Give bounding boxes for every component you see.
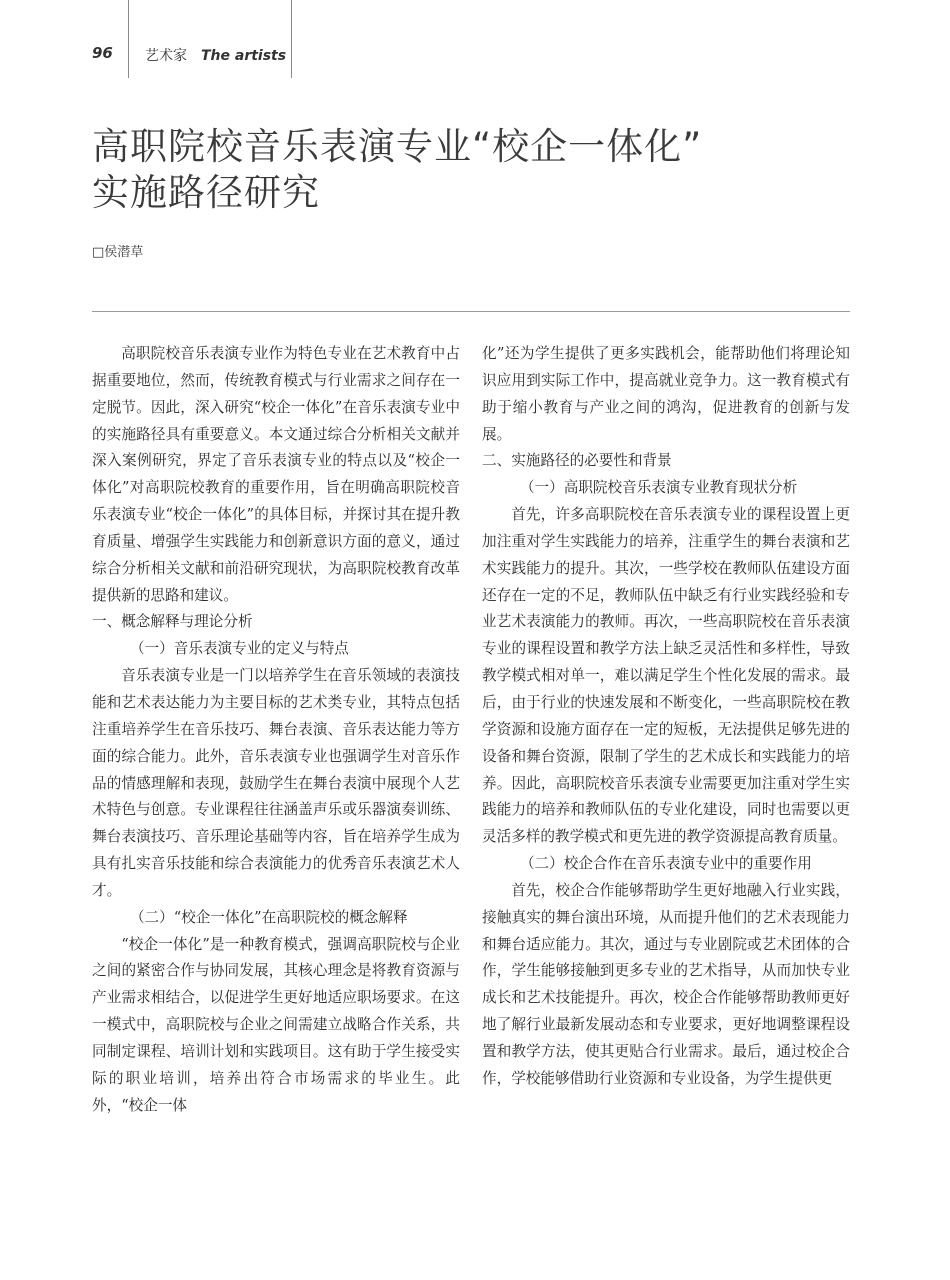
subheading-1-1: （一）音乐表演专业的定义与特点 <box>129 640 349 658</box>
body-paragraph: 首先，许多高职院校在音乐表演专业的课程设置上更加注重对学生实践能力的培养，注重学生的舞台表演和艺术实践能力的提升。其次，一些学校在教师队伍建设方面还存在一定的不足，教师队伍中缺乏有行业实践经验和专业艺术表演能力的教师。再次，一些高职院校在音乐表演专业的课程设置和教学方法上缺乏灵活性和多样性，导致教学模式相对单一，难以满足学生个性化发展的需求。最后，由于行业的快速发展和不断变化，一些高职院校在教学资源和设施方面存在一定的短板，无法提供足够先进的设备和舞台资源，限制了学生的艺术成长和实践能力的培养。因此，高职院校音乐表演专业需要更加注重对学生实践能力的培养和教师队伍的专业化建设，同时也需要以更灵活多样的教学模式和更先进的教学资源提高教育质量。 <box>482 506 850 846</box>
abstract-paragraph: 高职院校音乐表演专业作为特色专业在艺术教育中占据重要地位，然而，传统教育模式与行业需求之间存在一定脱节。因此，深入研究“校企一体化”在音乐表演专业中的实施路径具有重要意义。本文通过综合分析相关文献并深入案例研究，界定了音乐表演专业的特点以及“校企一体化”对高职院校教育的重要作用，旨在明确高职院校音乐表演专业“校企一体化”的具体目标，并探讨其在提升教育质量、增强学生实践能力和创新意识方面的意义，通过综合分析相关文献和前沿研究现状，为高职院校教育改革提供新的思路和建议。 <box>92 345 460 604</box>
author-byline: □侯潜草 <box>92 245 144 260</box>
right-column <box>482 341 850 1093</box>
body-paragraph-continued: 化”还为学生提供了更多实践机会，能帮助他们将理论知识应用到实际工作中，提高就业竞争力。这一教育模式有助于缩小教育与产业之间的鸿沟，促进教育的创新与发展。 <box>482 345 850 443</box>
title-line-2: 实施路径研究 <box>92 171 320 214</box>
subheading-2-1: （一）高职院校音乐表演专业教育现状分析 <box>519 479 798 497</box>
title-separator-rule <box>92 311 850 312</box>
section-heading-1: 一、概念解释与理论分析 <box>92 613 253 631</box>
journal-name <box>145 45 286 65</box>
subheading-1-2: （二）“校企一体化”在高职院校的概念解释 <box>129 908 408 926</box>
header-divider-left <box>128 0 129 78</box>
journal-name-cn: 艺术家 <box>145 48 187 64</box>
body-paragraph: 首先，校企合作能够帮助学生更好地融入行业实践，接触真实的舞台演出环境，从而提升他们的艺术表现能力和舞台适应能力。其次，通过与专业剧院或艺术团体的合作，学生能够接触到更多专业的艺术指导，从而加快专业成长和艺术技能提升。再次，校企合作能够帮助教师更好地了解行业最新发展动态和专业要求，更好地调整课程设置和教学方法，使其更贴合行业需求。最后，通过校企合作，学校能够借助行业资源和专业设备，为学生提供更 <box>482 881 850 1087</box>
body-paragraph: 音乐表演专业是一门以培养学生在音乐领域的表演技能和艺术表达能力为主要目标的艺术类专业，其特点包括注重培养学生在音乐技巧、舞台表演、音乐表达能力等方面的综合能力。此外，音乐表演专业也强调学生对音乐作品的情感理解和表现，鼓励学生在舞台表演中展现个人艺术特色与创意。专业课程往往涵盖声乐或乐器演奏训练、舞台表演技巧、音乐理论基础等内容，旨在培养学生成为具有扎实音乐技能和综合表演能力的优秀音乐表演艺术人才。 <box>92 667 460 899</box>
journal-name-en: The artists <box>201 48 287 64</box>
subheading-2-2: （二）校企合作在音乐表演专业中的重要作用 <box>519 855 812 873</box>
title-line-1: 高职院校音乐表演专业“校企一体化” <box>92 125 703 168</box>
article-title <box>92 124 702 216</box>
section-heading-2: 二、实施路径的必要性和背景 <box>482 452 672 470</box>
left-column <box>92 341 460 1119</box>
page-number: 96 <box>92 44 113 62</box>
body-paragraph: “校企一体化”是一种教育模式，强调高职院校与企业之间的紧密合作与协同发展，其核心理念是将教育资源与产业需求相结合，以促进学生更好地适应职场要求。在这一模式中，高职院校与企业之间需建立战略合作关系，共同制定课程、培训计划和实践项目。这有助于学生接受实际的职业培训，培养出符合市场需求的毕业生。此外，“校企一体 <box>92 935 460 1114</box>
header-divider-right <box>291 0 292 78</box>
